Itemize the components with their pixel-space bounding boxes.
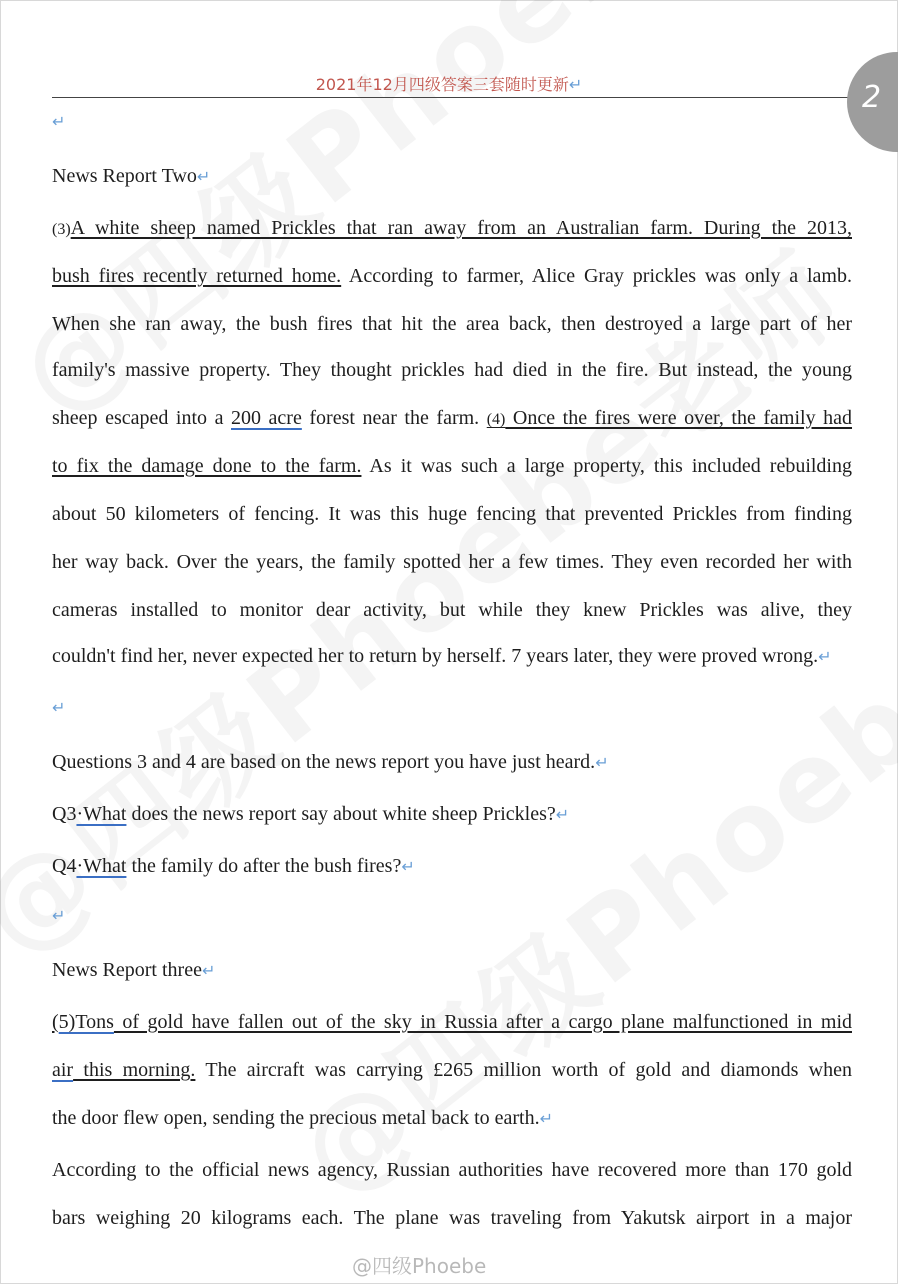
section-heading: News Report three↵ (52, 959, 216, 981)
paragraph-line: When she ran away, the bush fires that hit the area back, then destroyed a large part of her (52, 313, 852, 335)
paragraph-line: her way back. Over the years, the family spotted her a few times. They even recorded her with (52, 551, 852, 573)
question-4: Q4·What the family do after the bush fires?↵ (52, 855, 415, 877)
paragraph-line: to fix the damage done to the farm. As it was such a large property, this included rebuilding (52, 455, 852, 477)
paragraph-mark: ↵ (52, 698, 66, 717)
page-header: 2021年12月四级答案三套随时更新↵ (315, 75, 583, 94)
question-intro: Questions 3 and 4 are based on the news report you have just heard.↵ (52, 751, 609, 773)
paragraph-line: the door flew open, sending the precious metal back to earth.↵ (52, 1107, 554, 1129)
paragraph-line: bush fires recently returned home. According to farmer, Alice Gray prickles was only a lamb. (52, 265, 852, 287)
paragraph-line: (3)A white sheep named Prickles that ran away from an Australian farm. During the 2013, (52, 217, 852, 239)
section-heading: News Report Two↵ (52, 165, 211, 187)
header-rule (52, 97, 852, 98)
paragraph-mark: ↵ (52, 906, 66, 925)
paragraph-line: According to the official news agency, Russian authorities have recovered more than 170 gold (52, 1159, 852, 1181)
paragraph-line: cameras installed to monitor dear activity, but while they knew Prickles was alive, they (52, 599, 852, 621)
paragraph-line: family's massive property. They thought prickles had died in the fire. But instead, the young (52, 359, 852, 381)
question-3: Q3·What does the news report say about white sheep Prickles?↵ (52, 803, 570, 825)
paragraph-line: bars weighing 20 kilograms each. The plane was traveling from Yakutsk airport in a major (52, 1207, 852, 1229)
paragraph-line: about 50 kilometers of fencing. It was this huge fencing that prevented Prickles from finding (52, 503, 852, 525)
page-number: 2 (862, 80, 882, 115)
footer-watermark: @四级Phoebe (352, 1254, 487, 1278)
paragraph-line: air this morning. The aircraft was carrying £265 million worth of gold and diamonds when (52, 1059, 853, 1081)
paragraph-line: couldn't find her, never expected her to return by herself. 7 years later, they were proved wrong.↵ (52, 645, 832, 667)
paragraph-mark: ↵ (52, 112, 66, 131)
paragraph-line: (5)Tons of gold have fallen out of the sky in Russia after a cargo plane malfunctioned in mid (52, 1011, 852, 1033)
paragraph-line: sheep escaped into a 200 acre forest near the farm. (4) Once the fires were over, the family had (52, 407, 853, 429)
